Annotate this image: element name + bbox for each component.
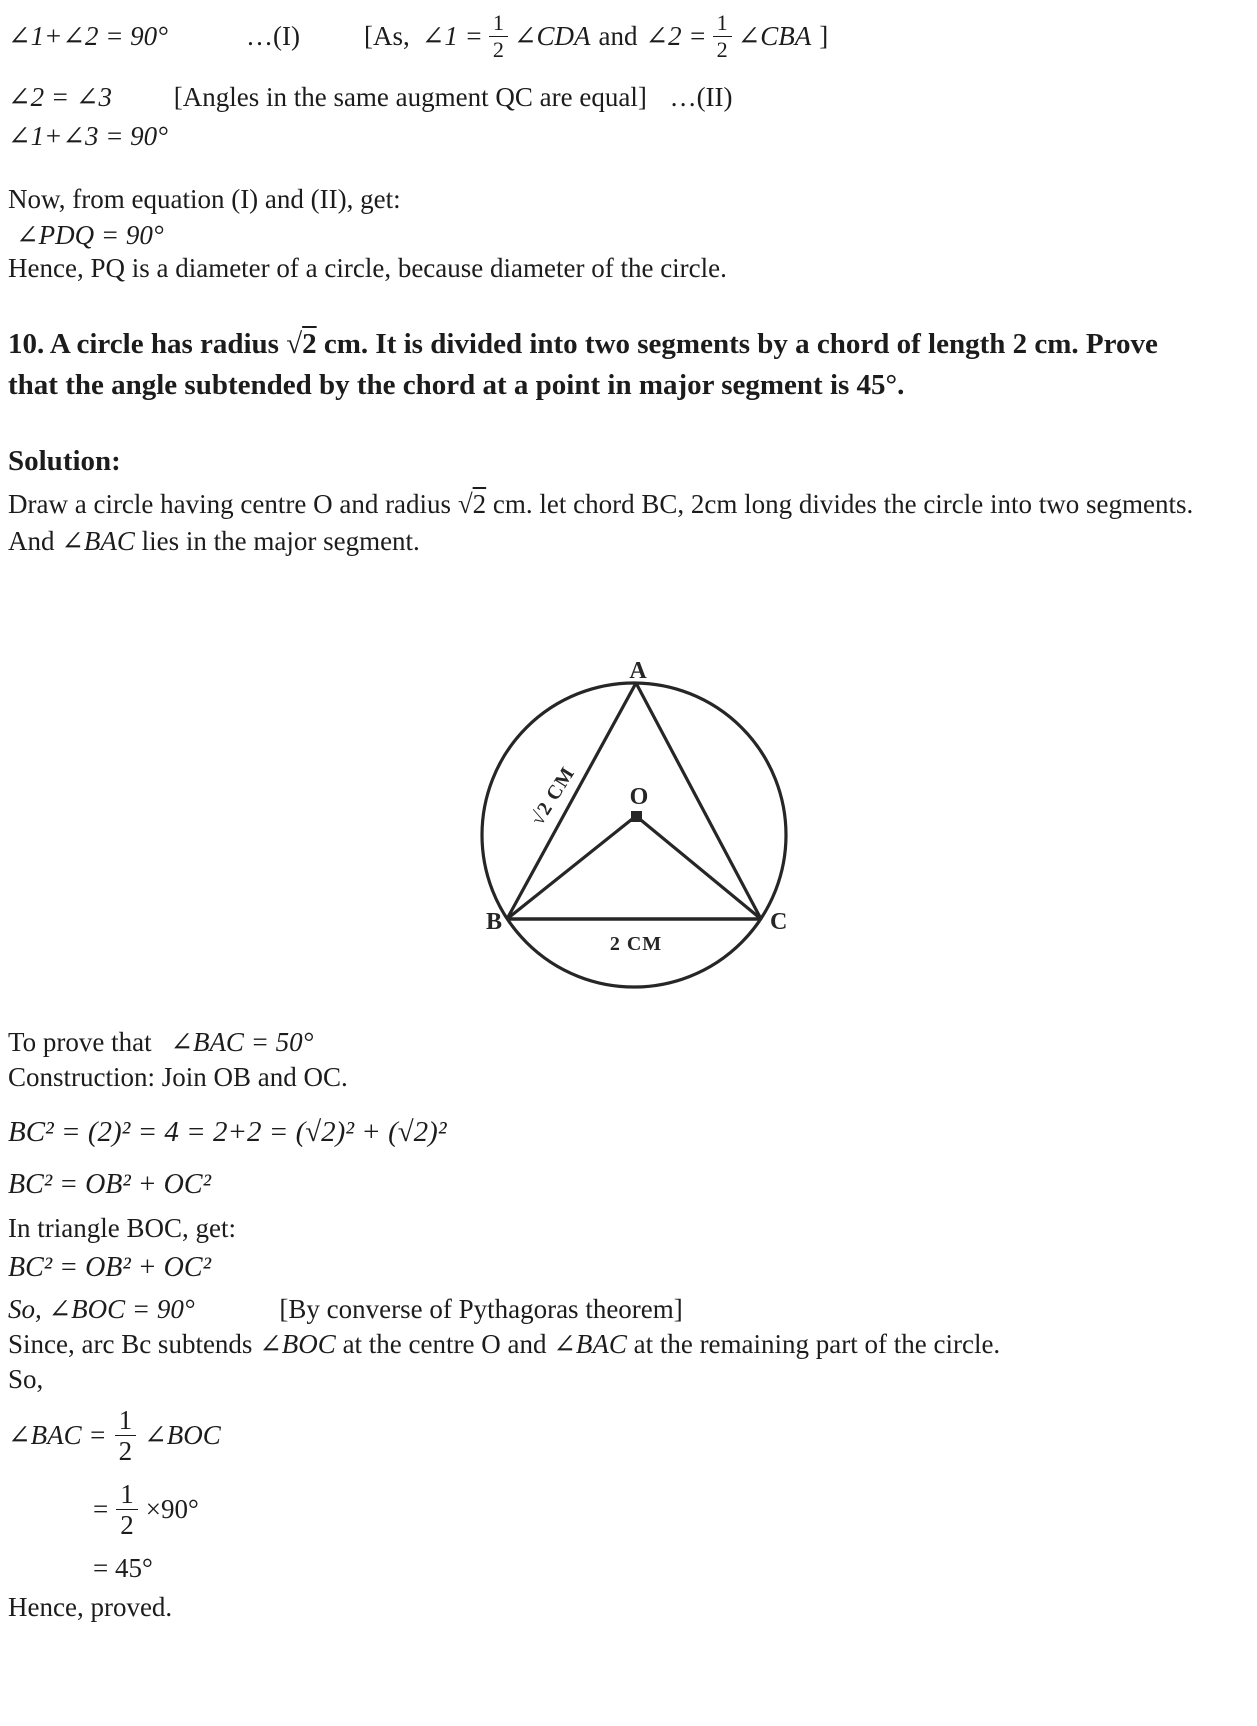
text-and: and (598, 20, 638, 51)
fraction-one-half-2: $\frac{1}{2}$ (713, 11, 732, 60)
circle-diagram-svg (448, 632, 868, 997)
math-angle1-equals: ∠1 = (421, 20, 483, 51)
since-text-pre: Since, arc Bc subtends (8, 1328, 260, 1359)
solution-paragraph (8, 486, 1208, 561)
eq-angle2-equals-angle3: ∠2 = ∠3 (8, 82, 112, 112)
label-point-b: B (485, 908, 502, 935)
solution-text-pre: Draw a circle having centre O and radius (8, 489, 458, 520)
construction-line: Construction: Join OB and OC. (8, 1061, 348, 1092)
bracket-close: ] (819, 20, 829, 51)
eq-angle1-plus-angle3: ∠1+∠3 = 90° (8, 121, 168, 151)
math-angle-bac: ∠BAC (61, 526, 135, 557)
since-math-boc: ∠BOC (259, 1328, 336, 1359)
step2-rhs: ×90° (145, 1494, 199, 1525)
fraction-one-half-3: $\frac{1}{2}$ (115, 1406, 137, 1466)
eq-half-times-90 (93, 1473, 1257, 1547)
bac-lhs: ∠BAC = (8, 1420, 107, 1451)
fraction-one-half-1: $\frac{1}{2}$ (489, 11, 508, 60)
eq-equals-45: = 45° (93, 1552, 153, 1583)
bracket-as: [As, (363, 20, 410, 51)
so-line: So, (8, 1363, 44, 1394)
solution-text-mid: cm. let chord BC, 2cm long divides the circle into two segments. And (8, 489, 1194, 557)
since-math-bac: ∠BAC (553, 1328, 627, 1359)
equation-line-1 (8, 4, 1257, 68)
math-angle-cba: ∠CBA (737, 20, 812, 51)
problem-10-heading (8, 324, 1198, 405)
eq-bac-half-boc (8, 1399, 1257, 1473)
line-a-c (636, 683, 761, 919)
solution-heading: Solution: (8, 445, 121, 478)
problem-text-rest: cm. It is divided into two segments by a chord of length 2 cm. Prove that the angle subtended by the chord at a point in major segment is 45°. (8, 328, 1158, 401)
since-arc-line (8, 1329, 1208, 1360)
since-text-mid: at the centre O and (335, 1328, 554, 1359)
eq-bc-squared-expansion: BC² = (2)² = 4 = 2+2 = (√2)² + (√2)² (8, 1116, 447, 1149)
solution-text-post: lies in the major segment. (134, 526, 420, 557)
paragraph-hence-pq-diameter: Hence, PQ is a diameter of a circle, because diameter of the circle. (8, 253, 727, 283)
step2-equals: = (93, 1494, 109, 1525)
equation-line-3 (8, 121, 1257, 152)
circle-diagram (8, 561, 1257, 1019)
label-point-a: A (629, 657, 647, 684)
label-point-o: O (629, 783, 649, 810)
fraction-one-half-4: $\frac{1}{2}$ (116, 1480, 138, 1540)
to-prove-text: To prove that (8, 1026, 152, 1057)
label-point-c: C (770, 908, 788, 935)
in-triangle-line: In triangle BOC, get: (8, 1212, 236, 1243)
eq-ref-I: …(I) (245, 20, 300, 51)
eq-boc-90: So, ∠BOC = 90° (8, 1293, 195, 1324)
eq-ref-II: …(II) (669, 82, 733, 112)
bac-rhs: ∠BOC (144, 1420, 221, 1451)
eq-angle1-plus-angle2: ∠1+∠2 = 90° (8, 20, 168, 51)
line-a-b (507, 683, 636, 919)
equation-line-2 (8, 82, 1257, 113)
hence-proved-line: Hence, proved. (8, 1591, 173, 1622)
line-o-b (507, 816, 636, 919)
radius-length-label: √2 CM (526, 762, 580, 829)
line-o-c (636, 816, 761, 919)
to-prove-math: ∠BAC = 50° (170, 1026, 314, 1057)
eq-pythagoras-2: BC² = OB² + OC² (8, 1251, 211, 1283)
sqrt-2-radical: √2 (286, 328, 317, 360)
to-prove-line (8, 1027, 1257, 1058)
so-boc-line (8, 1294, 1257, 1325)
eq-pdq-90: ∠PDQ = 90° (16, 220, 164, 250)
center-point-o-dot (631, 811, 642, 822)
chord-length-label: 2 CM (609, 932, 663, 955)
math-angle-cda: ∠CDA (513, 20, 591, 51)
eq-pythagoras-1: BC² = OB² + OC² (8, 1168, 211, 1200)
math-angle2-equals: ∠2 = (645, 20, 707, 51)
since-text-post: at the remaining part of the circle. (626, 1328, 1001, 1359)
sqrt-2-radical-2: √2 (457, 489, 487, 520)
note-same-segment: [Angles in the same augment QC are equal] (173, 82, 647, 112)
note-pythagoras-converse: [By converse of Pythagoras theorem] (279, 1293, 683, 1324)
paragraph-now-from-equation: Now, from equation (I) and (II), get: (8, 184, 401, 214)
problem-text-pre: 10. A circle has radius (8, 328, 287, 360)
